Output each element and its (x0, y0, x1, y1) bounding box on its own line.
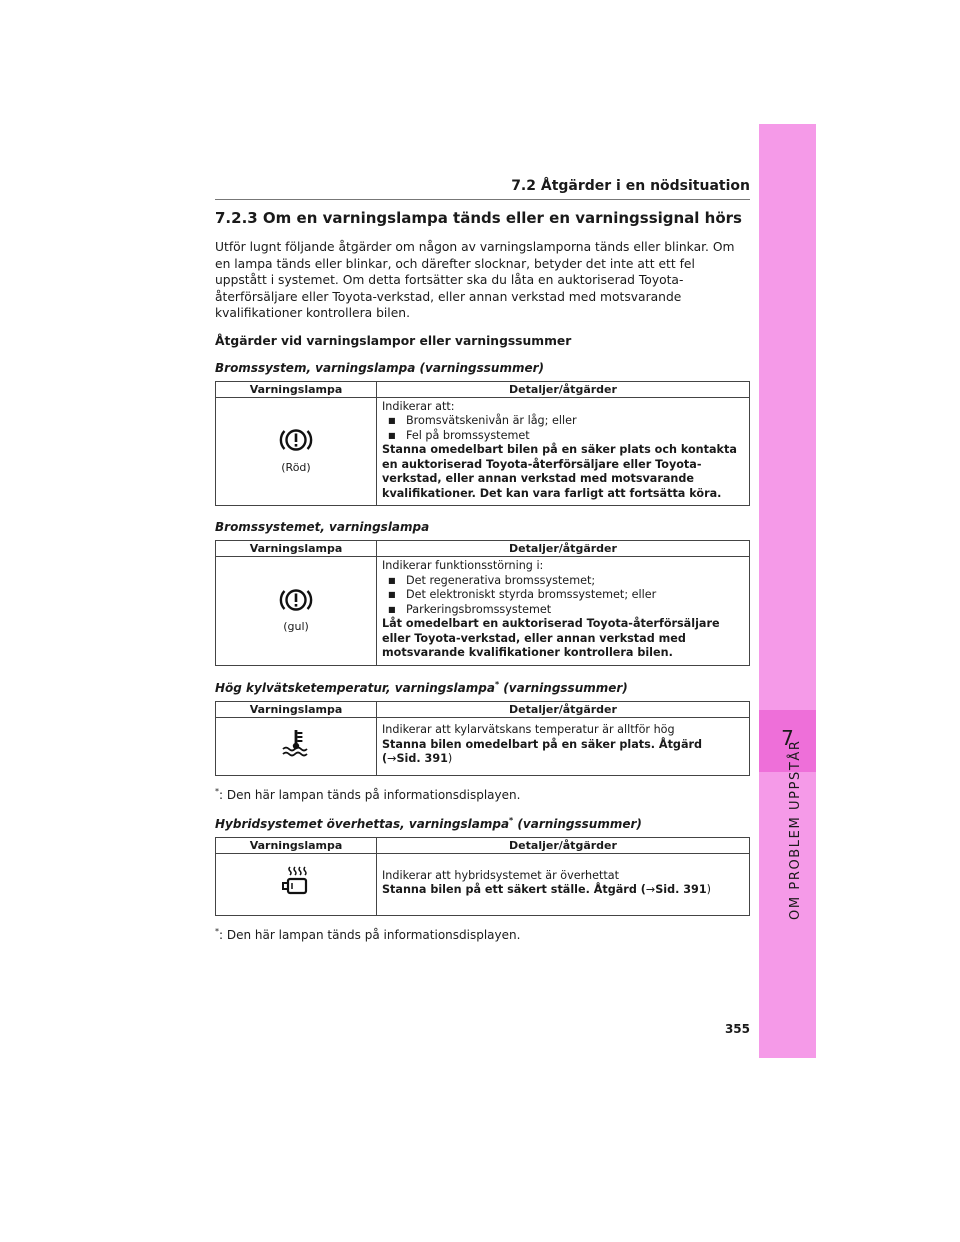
list-item: ■ Parkeringsbromssystemet (382, 603, 744, 618)
coolant-temperature-icon (279, 728, 313, 758)
list-item: ■ Fel på bromssystemet (382, 429, 744, 444)
footnote-marker: * (215, 926, 219, 936)
caption-text: Hybridsystemet överhettas, varningslampa (215, 816, 510, 831)
lamp-color-label: (Röd) (281, 460, 311, 474)
list-item: ■ Det regenerativa bromssystemet; (382, 574, 744, 589)
details-cell (377, 853, 750, 915)
action-text: Låt omedelbart en auktoriserad Toyota-återförsäljare eller Toyota-verkstad, eller annan verkstad med motsvarande kvalifikationer kontrollera bilen. (382, 617, 720, 659)
warning-table-hybrid (215, 837, 750, 916)
lamp-cell (216, 557, 377, 666)
table-caption-coolant (215, 680, 750, 695)
list-item: ■ Bromsvätskenivån är låg; eller (382, 414, 744, 429)
details-cell (377, 397, 750, 506)
lamp-cell (216, 853, 377, 915)
lamp-cell (216, 397, 377, 506)
action-close: ) (706, 883, 711, 896)
warning-table-brake-yellow (215, 540, 750, 666)
details-cell (377, 717, 750, 775)
footnote-marker: * (494, 679, 500, 689)
table-header-row (216, 837, 750, 853)
intro-paragraph: Utför lugnt följande åtgärder om någon av varningslamporna tänds eller blinkar. Om en lampa tänds eller blinkar, och därefter slocknar, betyder det inte att ett fel uppstått i systemet. Om detta fortsätter ska du låta en auktoriserad Toyota-återförsäljare eller Toyota-verkstad, eller annan verkstad med motsvarande kvalifikationer kontrollera bilen. (215, 240, 735, 320)
footnote (215, 927, 750, 942)
column-header-lamp: Varningslampa (216, 837, 377, 853)
running-head: 7.2 Åtgärder i en nödsituation (511, 178, 750, 194)
chapter-number: 7 (781, 726, 794, 750)
page-content (215, 209, 750, 956)
arrow-icon: → (387, 752, 397, 766)
action-close: ) (447, 752, 453, 766)
caption-suffix: (varningssummer) (499, 680, 628, 695)
footnote (215, 787, 750, 802)
arrow-icon: → (645, 883, 656, 896)
table-header-row (216, 701, 750, 717)
details-cell (377, 557, 750, 666)
chapter-title: OM PROBLEM UPPSTÅR (788, 739, 803, 920)
warning-table-brake-red (215, 381, 750, 507)
column-header-details: Detaljer/åtgärder (377, 837, 750, 853)
footnote-marker: * (509, 815, 514, 825)
footnote-text: : Den här lampan tänds på informationsdisplayen. (219, 787, 521, 802)
page-reference: Sid. 391 (655, 883, 707, 896)
table-header-row (216, 381, 750, 397)
subheading: Åtgärder vid varningslampor eller varningssummer (215, 333, 572, 348)
table-row (216, 557, 750, 666)
table-row (216, 397, 750, 506)
action-text (382, 883, 744, 898)
page-reference: Sid. 391 (396, 752, 448, 766)
action-text (382, 738, 744, 767)
section-title: 7.2.3 Om en varningslampa tänds eller en varningssignal hörs (215, 209, 742, 227)
details-lead: Indikerar att hybridsystemet är överhettat (382, 868, 620, 882)
list-item: ■ Det elektroniskt styrda bromssystemet; eller (382, 588, 744, 603)
action-main: Stanna bilen omedelbart på en säker plats. Åtgärd ( (382, 737, 703, 766)
column-header-details: Detaljer/åtgärder (377, 541, 750, 557)
hybrid-system-overheat-icon (278, 865, 314, 897)
table-header-row (216, 541, 750, 557)
column-header-details: Detaljer/åtgärder (377, 381, 750, 397)
footnote-marker: * (215, 786, 219, 796)
caption-text: Hög kylvätsketemperatur, varningslampa (215, 680, 495, 695)
column-header-lamp: Varningslampa (216, 541, 377, 557)
table-row (216, 853, 750, 915)
header-rule (215, 199, 750, 200)
action-main: Stanna bilen på ett säkert ställe. Åtgärd ( (382, 883, 646, 896)
details-lead: Indikerar funktionsstörning i: (382, 559, 544, 572)
page-number: 355 (724, 1022, 750, 1036)
details-lead: Indikerar att: (382, 399, 455, 413)
table-caption-brake-yellow: Bromssystemet, varningslampa (215, 520, 430, 534)
lamp-cell (216, 717, 377, 775)
action-text: Stanna omedelbart bilen på en säker plats och kontakta en auktoriserad Toyota-återförsäljare eller Toyota-verkstad, eller annan verkstad med motsvarande kvalifikationer. Det kan vara farligt att fortsätta köra. (382, 443, 737, 500)
warning-table-coolant (215, 701, 750, 776)
brake-warning-icon (278, 425, 314, 455)
table-caption-brake-red: Bromssystem, varningslampa (varningssummer) (215, 360, 545, 375)
column-header-details: Detaljer/åtgärder (377, 701, 750, 717)
table-caption-hybrid (215, 816, 750, 831)
column-header-lamp: Varningslampa (216, 381, 377, 397)
details-lead: Indikerar att kylarvätskans temperatur är alltför hög (382, 723, 675, 737)
table-row (216, 717, 750, 775)
caption-suffix: (varningssummer) (513, 816, 642, 831)
lamp-color-label: (gul) (283, 620, 309, 634)
brake-warning-icon (278, 585, 314, 615)
column-header-lamp: Varningslampa (216, 701, 377, 717)
footnote-text: : Den här lampan tänds på informationsdisplayen. (219, 927, 521, 942)
